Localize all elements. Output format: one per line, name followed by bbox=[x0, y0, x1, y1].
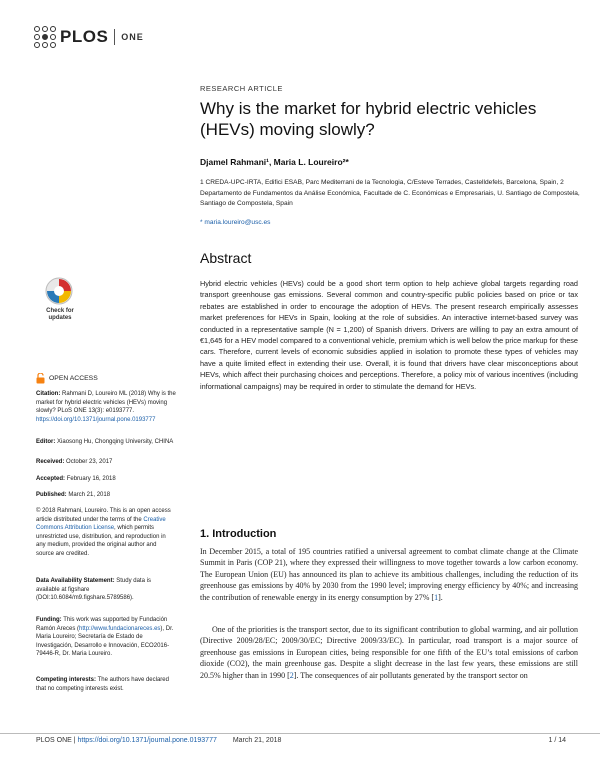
article-type: RESEARCH ARTICLE bbox=[200, 84, 283, 93]
open-lock-icon bbox=[36, 373, 45, 384]
data-availability-text: Study data is available at figshare (DOI:10.6084/m9.figshare.5789586). bbox=[36, 578, 151, 602]
check-for-updates-label: Check for updates bbox=[46, 308, 74, 321]
author-list: Djamel Rahmani¹, Maria L. Loureiro²* bbox=[200, 157, 349, 167]
citation-doi-link[interactable]: https://doi.org/10.1371/journal.pone.0193777 bbox=[36, 416, 156, 423]
editor-text: Xiaosong Hu, Chongqing University, CHINA bbox=[57, 439, 174, 445]
logo-brand: PLOS bbox=[60, 27, 109, 46]
footer-citation bbox=[36, 737, 281, 744]
intro-heading: 1. Introduction bbox=[200, 528, 277, 540]
funding-link[interactable]: http://www.fundacionareces.es bbox=[79, 625, 161, 632]
funding-block bbox=[36, 616, 176, 659]
plos-logo[interactable] bbox=[34, 26, 144, 48]
abstract-heading: Abstract bbox=[200, 250, 252, 266]
published-label: Published: bbox=[36, 492, 67, 498]
footer-rule bbox=[0, 733, 600, 734]
funding-text-rest: ), Dr. Maria Loureiro; Secretaría de Estado de Investigación, Desarrollo e Innovación, ECO2016-79446-R, Dr. Maria Loureiro. bbox=[36, 625, 174, 658]
reference-link-2[interactable]: 2 bbox=[289, 670, 294, 680]
intro-p1-text: In December 2015, a total of 195 countries ratified a universal agreement to combat climate change at the Climate Summit in Paris (COP 21), where they expressed their willingness to move together towards a low carbon economy. The European Union (EU) has announced its plan to achieve its ambitious challenges, including the reduction of its greenhouse gas emissions by 40% by 2030 from the 1990 level; improving energy efficiency by 40%; and increasing the contribution of renewable energy in its energy consumption by 27% [ bbox=[200, 547, 578, 602]
check-updates-icon bbox=[34, 276, 84, 306]
citation-text: Rahmani D, Loureiro ML (2018) Why is the market for hybrid electric vehicles (HEVs) moving slowly? PLoS ONE 13(3): e0193777. bbox=[36, 391, 176, 415]
corresponding-email-link[interactable]: * maria.loureiro@usc.es bbox=[200, 219, 271, 226]
competing-interests-label: Competing interests: bbox=[36, 677, 97, 683]
copyright-text: © 2018 Rahmani, Loureiro. This is an open access article distributed under the terms of the bbox=[36, 508, 171, 523]
intro-paragraph-2 bbox=[200, 624, 578, 681]
footer-separator: | bbox=[71, 737, 78, 744]
intro-p2-text: One of the priorities is the transport sector, due to its significant contribution to global warming, and air pollution (Directive 2009/28/EC; 2009/30/EC; Directive 2009/33/EC). In particular, road transport is a major source of greenhouse gas emissions in European cities, being responsible for one fifth of the EU’s total emissions of carbon dioxide (CO2), the main greenhouse gas. Despite a slight decrease in the last few years, these emissions are still 20.5% higher than in 1990 [ bbox=[200, 625, 578, 680]
funding-label: Funding: bbox=[36, 617, 62, 623]
data-availability-block bbox=[36, 577, 176, 603]
footer-date: March 21, 2018 bbox=[232, 737, 282, 744]
affiliations: 1 CREDA-UPC-IRTA, Edifici ESAB, Parc Mediterrani de la Tecnologia, C/Esteve Terrades, Castelldefels, Barcelona, Spain, 2 Departamento de Fundamentos da Análise Económica, Facultade de C. Económicas e Empresariais, U. Santiago de Compostela, Santiago de Compostela, Spain bbox=[200, 179, 580, 207]
funding-text: This work was supported by Fundación Ramón Areces ( bbox=[36, 617, 168, 632]
citation-block bbox=[36, 390, 176, 424]
page-number: 1 / 14 bbox=[548, 737, 566, 744]
plos-logo-icon bbox=[34, 26, 56, 48]
accepted-block bbox=[36, 475, 176, 484]
published-date: March 21, 2018 bbox=[68, 492, 111, 498]
received-block bbox=[36, 458, 176, 467]
competing-interests-block bbox=[36, 676, 176, 693]
editor-block bbox=[36, 438, 176, 447]
editor-label: Editor: bbox=[36, 439, 56, 445]
intro-p2-end: ]. The consequences of air pollutants generated by the transport sector on bbox=[293, 670, 528, 680]
cc-license-link[interactable]: Creative Commons Attribution License bbox=[36, 516, 166, 532]
received-label: Received: bbox=[36, 459, 65, 465]
footer-doi-link[interactable]: https://doi.org/10.1371/journal.pone.0193777 bbox=[77, 737, 217, 744]
accepted-date: February 16, 2018 bbox=[66, 476, 116, 482]
accepted-label: Accepted: bbox=[36, 476, 66, 482]
abstract-text: Hybrid electric vehicles (HEVs) could be a good short term option to help achieve global targets regarding road transport greenhouse gas emissions. Several common and country-specific public policies based on price or tax rebates are established in order to encourage the adoption of HEVs. The present research empirically assesses market preferences for HEVs in Spain, looking at the role of subsidies. An interactive internet-based survey was conducted in a representative sample (N = 1,200) of Spanish drivers. Drivers are willing to pay an extra amount of €1,645 for a HEV model compared to a conventional vehicle, premium which is well below the price markup for these cars. Therefore, current levels of economic subsidies applied in isolation to promote these types of vehicles may have a quite limited effect in extending their use. Overall, it is found that drivers have clear misconceptions about HEVs, which affect their purchasing choices and perceptions. Therefore, a policy mix of various incentives (including informational campaigns) may be required in order to stimulate the demand for HEVs. bbox=[200, 279, 578, 391]
copyright-block bbox=[36, 507, 176, 559]
data-availability-label: Data Availability Statement: bbox=[36, 578, 115, 584]
footer-journal: PLOS ONE bbox=[36, 737, 72, 744]
copyright-rest: , which permits unrestricted use, distribution, and reproduction in any medium, provided the original author and source are credited. bbox=[36, 525, 166, 557]
intro-paragraph-1 bbox=[200, 546, 578, 603]
open-access-badge bbox=[36, 373, 98, 384]
competing-interests-text: The authors have declared that no competing interests exist. bbox=[36, 677, 169, 692]
intro-p1-end: ]. bbox=[438, 592, 443, 602]
article-title: Why is the market for hybrid electric vehicles (HEVs) moving slowly? bbox=[200, 99, 537, 139]
logo-journal: ONE bbox=[121, 32, 144, 42]
reference-link-1[interactable]: 1 bbox=[434, 592, 439, 602]
logo-separator bbox=[114, 29, 115, 45]
received-date: October 23, 2017 bbox=[66, 459, 113, 465]
open-access-label: OPEN ACCESS bbox=[49, 375, 98, 382]
published-block bbox=[36, 491, 176, 500]
citation-label: Citation: bbox=[36, 391, 61, 397]
